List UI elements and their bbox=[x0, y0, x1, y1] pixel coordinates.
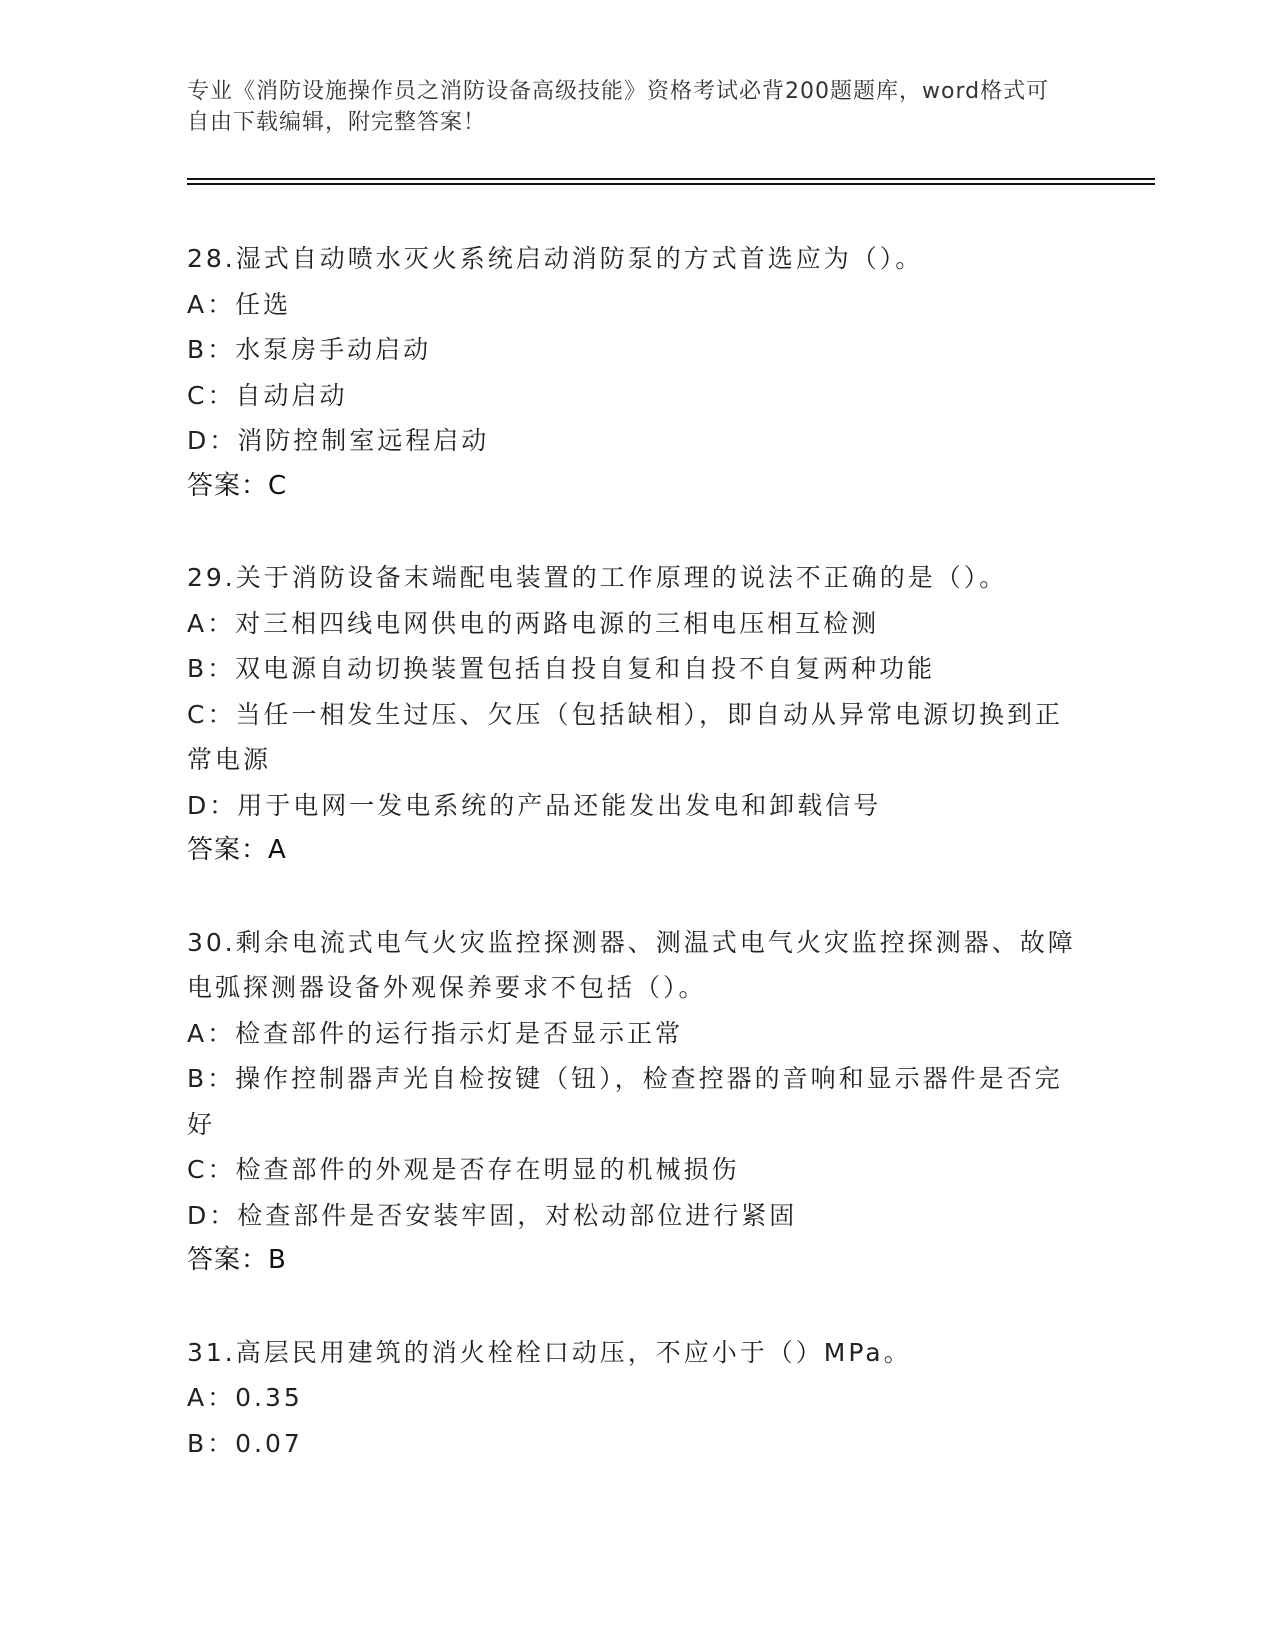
option-b: B：水泵房手动启动 bbox=[187, 335, 432, 364]
question-list bbox=[187, 236, 1087, 1512]
question-stem: 31.高层民用建筑的消火栓栓口动压，不应小于（）MPa。 bbox=[187, 1337, 912, 1367]
option-b: B：0.07 bbox=[187, 1428, 303, 1458]
option-c: C：自动启动 bbox=[187, 380, 348, 410]
option-c: C：当任一相发生过压、欠压（包括缺相），即自动从异常电源切换到正常电源 bbox=[187, 699, 1063, 774]
question-29 bbox=[187, 555, 1087, 874]
question-stem: 30.剩余电流式电气火灾监控探测器、测温式电气火灾监控探测器、故障电弧探测器设备外观保养要求不包括（）。 bbox=[187, 927, 1076, 1002]
option-a: A：对三相四线电网供电的两路电源的三相电压相互检测 bbox=[187, 608, 880, 638]
option-d: D：检查部件是否安装牢固，对松动部位进行紧固 bbox=[187, 1200, 798, 1230]
question-28 bbox=[187, 236, 1087, 509]
question-stem: 28.湿式自动喷水灭火系统启动消防泵的方式首选应为（）。 bbox=[187, 244, 924, 273]
option-d: D：消防控制室远程启动 bbox=[187, 426, 490, 455]
answer: 答案：B bbox=[187, 1245, 287, 1275]
question-stem: 29.关于消防设备末端配电装置的工作原理的说法不正确的是（）。 bbox=[187, 563, 1008, 592]
option-a: A：0.35 bbox=[187, 1383, 303, 1412]
document-header: 专业《消防设施操作员之消防设备高级技能》资格考试必背200题题库，word格式可自由下载编辑，附完整答案！ bbox=[187, 79, 1050, 135]
answer: 答案：C bbox=[187, 470, 288, 501]
header-divider-top bbox=[187, 178, 1155, 180]
option-c: C：检查部件的外观是否存在明显的机械损伤 bbox=[187, 1155, 740, 1184]
option-b: B：双电源自动切换装置包括自投自复和自投不自复两种功能 bbox=[187, 654, 936, 683]
option-b: B：操作控制器声光自检按键（钮），检查控器的音响和显示器件是否完好 bbox=[187, 1064, 1063, 1139]
option-a: A：检查部件的运行指示灯是否显示正常 bbox=[187, 1018, 684, 1048]
question-30 bbox=[187, 920, 1087, 1284]
option-a: A：任选 bbox=[187, 289, 292, 319]
question-31 bbox=[187, 1330, 1087, 1467]
header-divider-bottom bbox=[187, 183, 1155, 185]
answer: 答案：A bbox=[187, 835, 287, 865]
option-d: D：用于电网一发电系统的产品还能发出发电和卸载信号 bbox=[187, 790, 882, 820]
